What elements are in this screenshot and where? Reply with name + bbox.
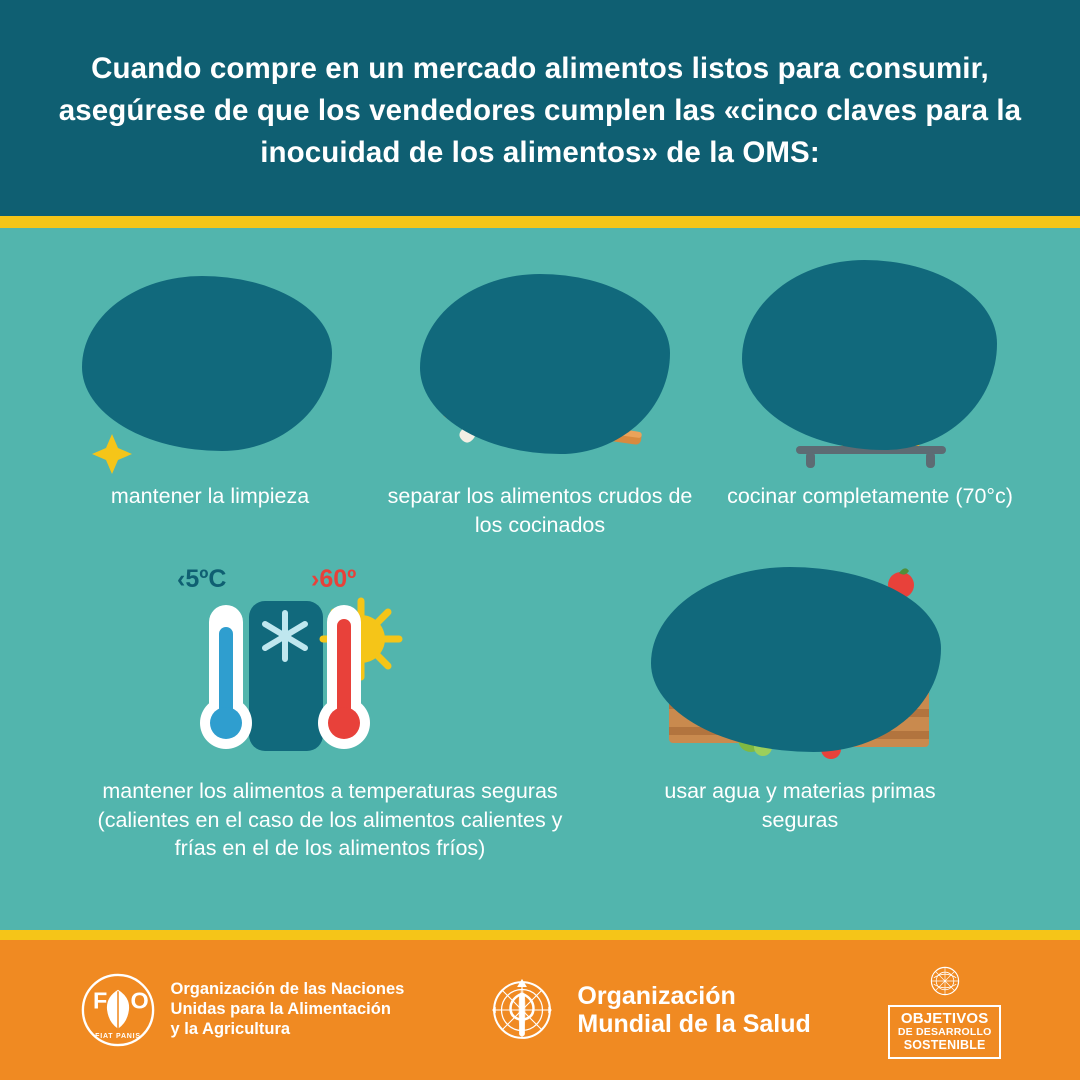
safe-water-and-produce-icon	[635, 561, 965, 771]
sdg-logo-text	[888, 1005, 1002, 1059]
fao-line-1: Organización de las Naciones	[170, 980, 405, 999]
keys-section	[0, 228, 1080, 930]
keys-row-bottom	[0, 561, 1080, 863]
who-logo-icon	[481, 969, 563, 1051]
key-caption-cook: cocinar completamente (70°c)	[727, 484, 1013, 508]
un-emblem-icon	[925, 961, 965, 1001]
key-card-clean	[45, 246, 375, 539]
keys-row-top	[0, 228, 1080, 539]
key-card-separate	[375, 246, 705, 539]
fao-line-3: y la Agricultura	[170, 1019, 291, 1038]
logo-who	[481, 969, 810, 1051]
key-caption-clean: mantener la limpieza	[110, 484, 310, 508]
sdg-line-2: DE DESARROLLO	[897, 1026, 992, 1039]
thermometers-icon	[165, 561, 495, 771]
sdg-line-1: OBJETIVOS	[900, 1009, 989, 1027]
washing-hands-icon	[60, 246, 360, 476]
key-caption-water: usar agua y materias primas seguras	[664, 779, 936, 832]
who-logo-text	[577, 982, 810, 1038]
svg-text:‹5ºC: ‹5ºC	[177, 565, 227, 594]
header-divider	[0, 216, 1080, 228]
key-caption-temperature: mantener los alimentos a temperaturas seguras (calientes en el caso de los alimentos calientes y frías en el de los alimentos fríos)	[97, 779, 563, 861]
footer-divider	[0, 930, 1080, 940]
svg-text:F: F	[92, 987, 107, 1014]
logo-sdg	[888, 961, 1002, 1059]
who-line-1: Organización	[577, 982, 736, 1010]
svg-text:›60º: ›60º	[311, 565, 357, 594]
key-card-water	[590, 561, 1010, 863]
fao-line-2: Unidas para la Alimentación	[170, 1000, 391, 1019]
who-line-2: Mundial de la Salud	[577, 1010, 811, 1038]
cooking-pot-icon	[720, 246, 1020, 476]
header-banner	[0, 0, 1080, 216]
fao-logo-text	[171, 980, 405, 1039]
key-card-temperature	[70, 561, 590, 863]
page-title: Cuando compre en un mercado alimentos listos para consumir, asegúrese de que los vendedores cumplen las «cinco claves para la inocuidad de los alimentos» de la OMS:	[58, 52, 1022, 169]
raw-cooked-separation-icon	[390, 246, 690, 476]
footer-logos	[0, 940, 1080, 1080]
logo-fao	[79, 971, 405, 1049]
svg-text:FIAT PANIS: FIAT PANIS	[94, 1033, 141, 1041]
key-card-cook	[705, 246, 1035, 539]
sdg-line-3: SOSTENIBLE	[903, 1037, 986, 1052]
key-caption-separate: separar los alimentos crudos de los cocinados	[387, 484, 693, 537]
fao-logo-icon	[79, 971, 157, 1049]
svg-text:O: O	[130, 987, 149, 1014]
